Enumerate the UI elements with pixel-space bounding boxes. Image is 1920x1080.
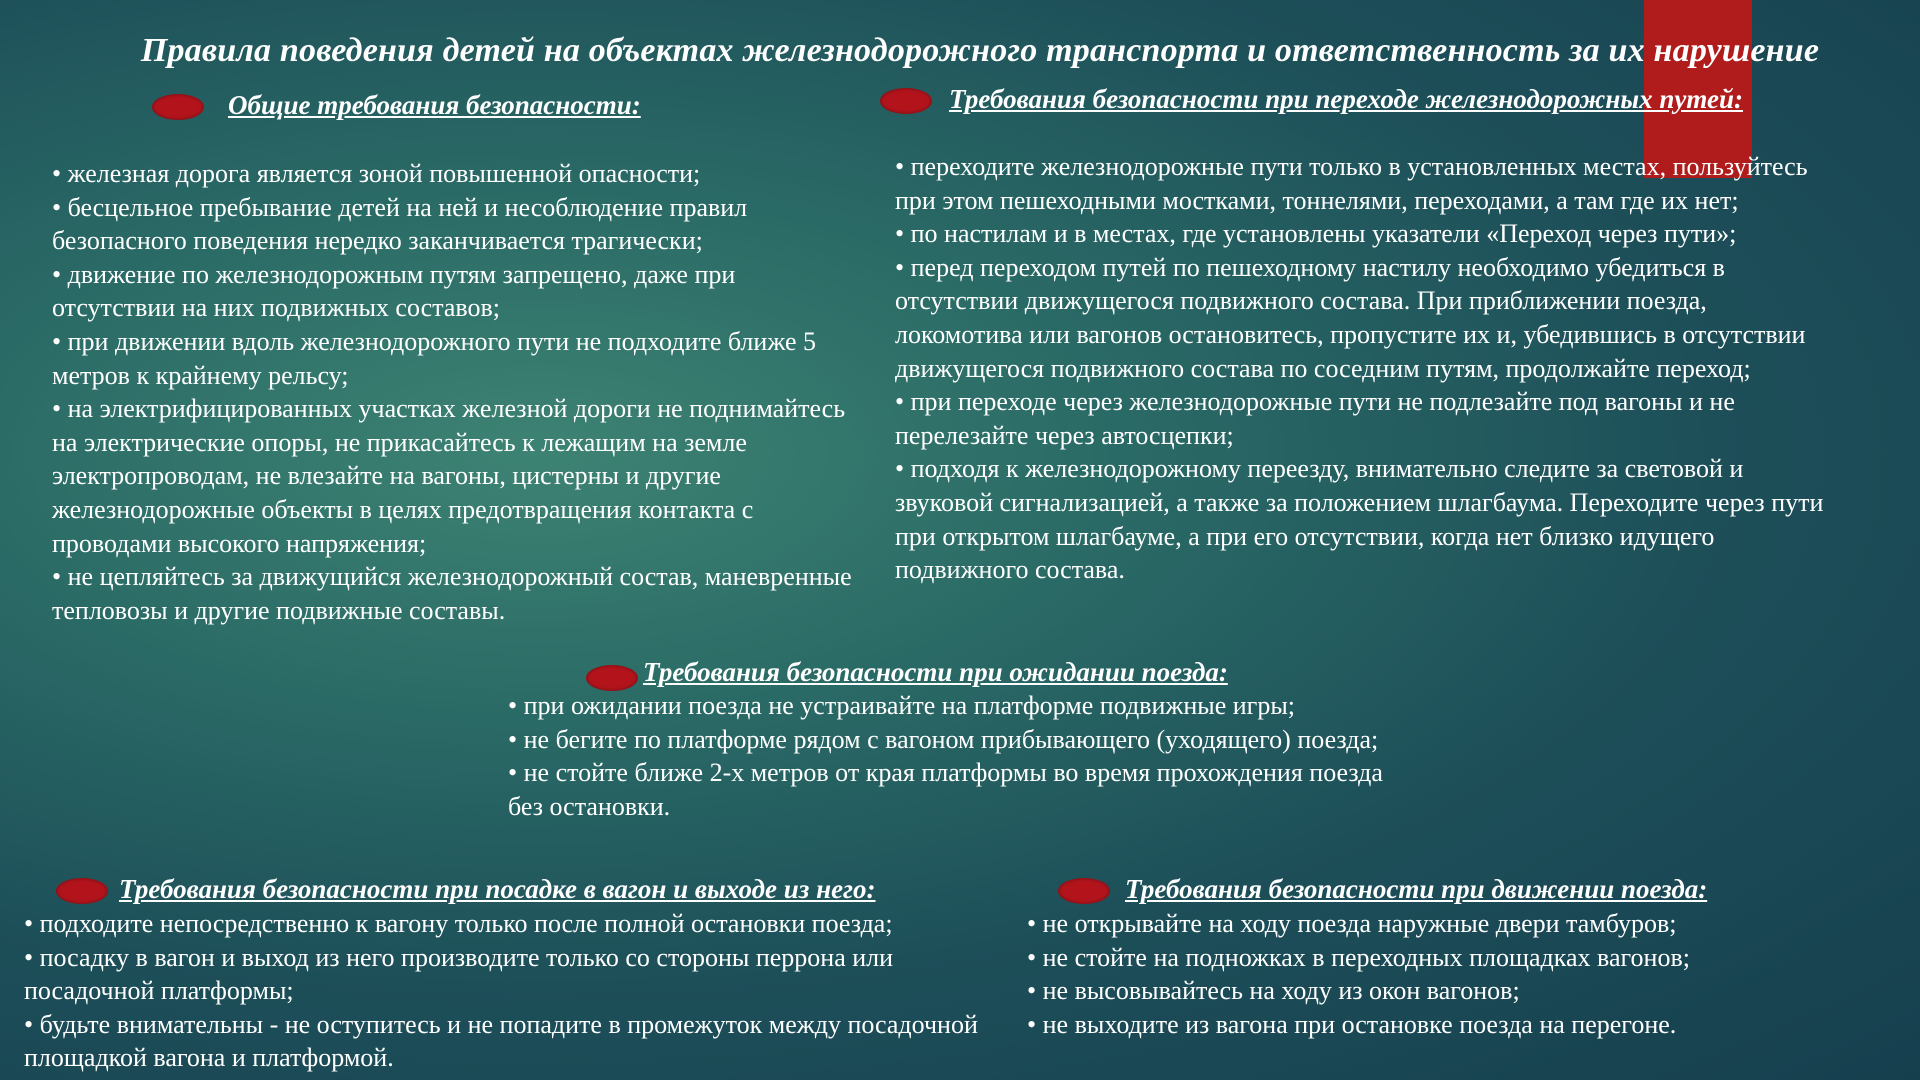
list-item: • не высовывайтесь на ходу из окон вагонов; — [1027, 974, 1897, 1008]
bullet-oval-waiting — [586, 665, 638, 691]
list-item: • при переходе через железнодорожные пути не подлезайте под вагоны и не перелезайте через автосцепки; — [895, 385, 1840, 452]
list-item: • при движении вдоль железнодорожного пути не подходите ближе 5 метров к крайнему рельсу; — [52, 325, 852, 392]
list-item: • будьте внимательны - не оступитесь и не попадите в промежуток между посадочной площадкой вагона и платформой. — [24, 1008, 1014, 1075]
list-crossing — [895, 150, 1840, 587]
section-heading-crossing: Требования безопасности при переходе железнодорожных путей: — [949, 84, 1743, 114]
bullet-oval-crossing — [880, 88, 932, 114]
list-item: • по настилам и в местах, где установлены указатели «Переход через пути»; — [895, 217, 1840, 251]
list-item: • подходите непосредственно к вагону только после полной остановки поезда; — [24, 907, 1014, 941]
list-item: • не выходите из вагона при остановке поезда на перегоне. — [1027, 1008, 1897, 1042]
list-item: • не стойте ближе 2-х метров от края платформы во время прохождения поезда без остановки. — [508, 756, 1408, 823]
list-item: • железная дорога является зоной повышенной опасности; — [52, 157, 852, 191]
section-heading-general: Общие требования безопасности: — [228, 90, 641, 120]
list-general — [52, 157, 852, 627]
bullet-oval-moving — [1058, 878, 1110, 904]
bullet-oval-general — [152, 94, 204, 120]
list-item: • на электрифицированных участках железной дороги не поднимайтесь на электрические опоры, не прикасайтесь к лежащим на земле электропроводам, не влезайте на вагоны, цистерны и другие железнодорожные объекты в целях предотвращения контакта с проводами высокого напряжения; — [52, 392, 852, 560]
list-item: • при ожидании поезда не устраивайте на платформе подвижные игры; — [508, 689, 1408, 723]
list-item: • не цепляйтесь за движущийся железнодорожный состав, маневренные тепловозы и другие подвижные составы. — [52, 560, 852, 627]
list-item: • перед переходом путей по пешеходному настилу необходимо убедиться в отсутствии движущегося подвижного состава. При приближении поезда, локомотива или вагонов остановитесь, пропустите их и, убедившись в отсутствии движущегося подвижного состава по соседним путям, продолжайте переход; — [895, 251, 1840, 385]
section-heading-moving: Требования безопасности при движении поезда: — [1125, 874, 1708, 904]
list-moving — [1027, 907, 1897, 1041]
list-item: • не бегите по платформе рядом с вагоном прибывающего (уходящего) поезда; — [508, 723, 1408, 757]
bullet-oval-boarding — [56, 878, 108, 904]
list-waiting — [508, 689, 1408, 823]
list-item: • не открывайте на ходу поезда наружные двери тамбуров; — [1027, 907, 1897, 941]
page-title: Правила поведения детей на объектах железнодорожного транспорта и ответственность за их нарушение — [140, 32, 1820, 69]
list-boarding — [24, 907, 1014, 1075]
list-item: • переходите железнодорожные пути только в установленных местах, пользуйтесь при этом пешеходными мостками, тоннелями, переходами, а там где их нет; — [895, 150, 1840, 217]
section-heading-boarding: Требования безопасности при посадке в вагон и выходе из него: — [119, 874, 876, 904]
list-item: • не стойте на подножках в переходных площадках вагонов; — [1027, 941, 1897, 975]
list-item: • бесцельное пребывание детей на ней и несоблюдение правил безопасного поведения нередко заканчивается трагически; — [52, 191, 852, 258]
list-item: • движение по железнодорожным путям запрещено, даже при отсутствии на них подвижных составов; — [52, 258, 852, 325]
list-item: • посадку в вагон и выход из него производите только со стороны перрона или посадочной платформы; — [24, 941, 1014, 1008]
section-heading-waiting: Требования безопасности при ожидании поезда: — [643, 657, 1228, 687]
list-item: • подходя к железнодорожному переезду, внимательно следите за световой и звуковой сигнализацией, а также за положением шлагбаума. Переходите через пути при открытом шлагбауме, а при его отсутствии, когда нет близко идущего подвижного состава. — [895, 452, 1840, 586]
